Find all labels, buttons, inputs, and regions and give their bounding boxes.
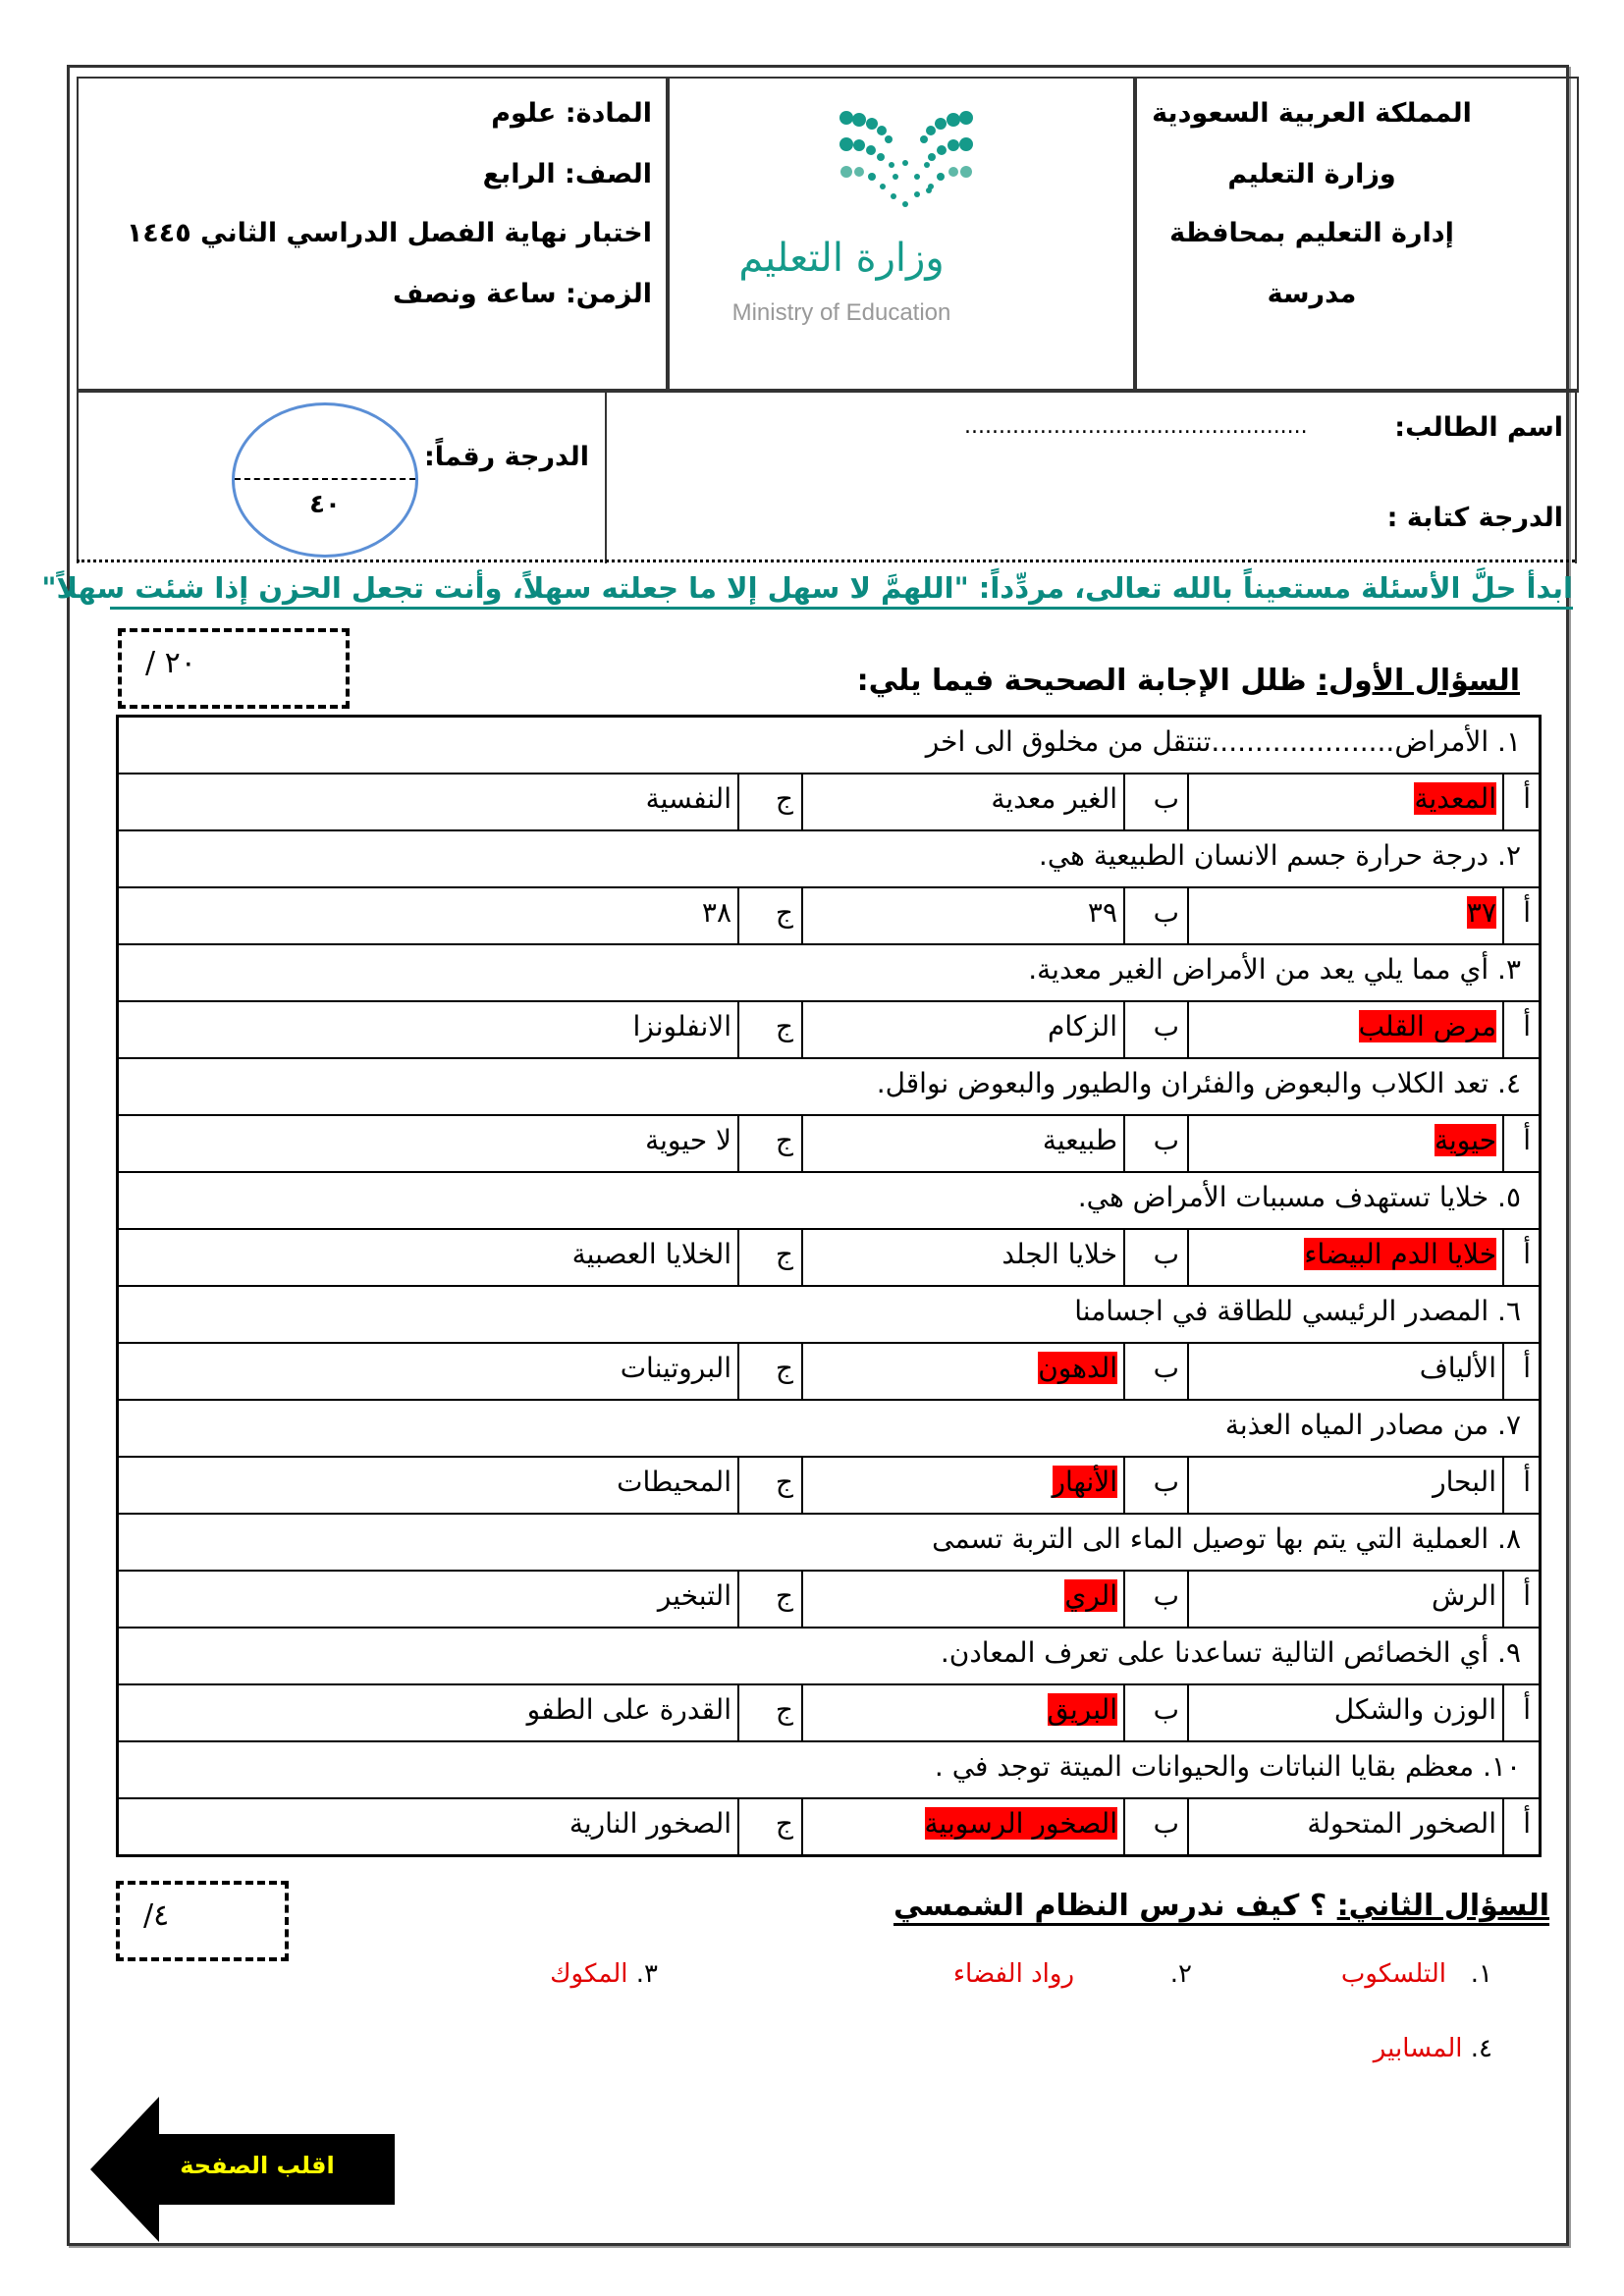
question-text: ٧. من مصادر المياه العذبة — [1224, 1409, 1521, 1441]
question-text: ٨. العملية التي يتم بها توصيل الماء الى التربة تسمى — [932, 1522, 1521, 1555]
logo-dots-icon — [699, 98, 1111, 216]
header-ministry: وزارة التعليم — [1227, 159, 1396, 189]
option-choice[interactable] — [122, 1458, 737, 1513]
q2-item-3: ٣. المكوك — [550, 1959, 658, 1989]
option-choice[interactable] — [1187, 774, 1502, 829]
option-choice[interactable] — [801, 1458, 1123, 1513]
option-choice[interactable] — [122, 1344, 737, 1399]
option-text: البروتينات — [620, 1352, 731, 1384]
option-letter: ج — [737, 1572, 801, 1627]
option-text: ٣٩ — [1087, 896, 1117, 929]
question-row — [119, 718, 1539, 774]
option-letter: أ — [1502, 1002, 1539, 1057]
option-choice[interactable] — [122, 1685, 737, 1740]
option-letter: ج — [737, 774, 801, 829]
opening-quote: ابدأ حلَّ الأسئلة مستعيناً بالله تعالى، مردِّداً: "اللهمَّ لا سهل إلا ما جعلته سهلاً، وأنت تجعل الحزن إذا شئت سهلاً" — [110, 571, 1573, 610]
options-row — [119, 1458, 1539, 1515]
option-choice[interactable] — [801, 1002, 1123, 1057]
selected-answer: البريق — [1047, 1693, 1117, 1726]
q1-score: ٢٠ / — [145, 646, 196, 680]
option-text: البحار — [1433, 1466, 1496, 1498]
question-row — [119, 1401, 1539, 1458]
selected-answer: الدهون — [1038, 1352, 1117, 1384]
option-choice[interactable] — [1187, 888, 1502, 943]
selected-answer: ٣٧ — [1466, 896, 1496, 929]
options-row — [119, 888, 1539, 945]
option-letter: أ — [1502, 888, 1539, 943]
q2-title-prefix: السؤال الثاني: — [1336, 1889, 1549, 1923]
question-row — [119, 1742, 1539, 1799]
option-letter: ج — [737, 888, 801, 943]
grade-words-label: الدرجة كتابة : — [1386, 503, 1563, 533]
option-choice[interactable] — [122, 1799, 737, 1854]
selected-answer: المعدية — [1414, 782, 1496, 815]
option-letter: أ — [1502, 1230, 1539, 1285]
option-text: لا حيوية — [645, 1124, 731, 1156]
option-letter: أ — [1502, 774, 1539, 829]
q2-title-rest: ؟ كيف ندرس النظام الشمسي — [893, 1889, 1337, 1923]
question-row — [119, 831, 1539, 888]
option-choice[interactable] — [801, 1230, 1123, 1285]
option-letter: ج — [737, 1799, 801, 1854]
q2-score-box — [116, 1881, 289, 1961]
option-text: الألياف — [1419, 1352, 1496, 1384]
q1-table — [116, 715, 1542, 1857]
option-choice[interactable] — [801, 1344, 1123, 1399]
option-choice[interactable] — [122, 774, 737, 829]
option-choice[interactable] — [1187, 1344, 1502, 1399]
flip-page-label: اقلب الصفحة — [180, 2152, 335, 2179]
option-letter: ب — [1123, 1799, 1187, 1854]
option-letter: ج — [737, 1458, 801, 1513]
option-text: الزكام — [1048, 1010, 1117, 1042]
question-text: ١٠. معظم بقايا النباتات والحيوانات الميتة توجد في . — [934, 1750, 1521, 1783]
options-row — [119, 1685, 1539, 1742]
options-row — [119, 1116, 1539, 1173]
option-text: الرش — [1432, 1579, 1496, 1612]
q1-title — [857, 664, 1520, 698]
option-letter: ب — [1123, 1002, 1187, 1057]
header-subject: المادة: علوم — [491, 98, 652, 129]
option-letter: ب — [1123, 1116, 1187, 1171]
student-name-label: اسم الطالب: — [1394, 412, 1563, 443]
option-choice[interactable] — [122, 1116, 737, 1171]
options-row — [119, 774, 1539, 831]
option-letter: ب — [1123, 1685, 1187, 1740]
option-text: القدرة على الطفو — [526, 1693, 731, 1726]
selected-answer: مرض القلب — [1358, 1010, 1496, 1042]
q2-score: ٤/ — [143, 1898, 170, 1933]
ministry-logo — [699, 98, 1111, 353]
grade-total: ٤٠ — [309, 490, 341, 519]
option-text: التبخير — [657, 1579, 731, 1612]
options-row — [119, 1002, 1539, 1059]
option-text: طبيعية — [1042, 1124, 1117, 1156]
option-choice[interactable] — [801, 1116, 1123, 1171]
option-choice[interactable] — [1187, 1116, 1502, 1171]
option-choice[interactable] — [1187, 1572, 1502, 1627]
option-letter: أ — [1502, 1458, 1539, 1513]
q2-title — [893, 1889, 1549, 1926]
option-choice[interactable] — [1187, 1002, 1502, 1057]
header-school: مدرسة — [1267, 279, 1357, 309]
question-text: ٣. أي مما يلي يعد من الأمراض الغير معدية. — [1028, 953, 1521, 986]
q2-item-2-answer: رواد الفضاء — [952, 1959, 1074, 1989]
divider — [77, 560, 1575, 562]
question-row — [119, 1059, 1539, 1116]
option-letter: أ — [1502, 1685, 1539, 1740]
q2-item-1: ١. التلسكوب — [1340, 1959, 1492, 1989]
option-text: الخلايا العصبية — [571, 1238, 731, 1270]
option-letter: ب — [1123, 888, 1187, 943]
header-exam: اختبار نهاية الفصل الدراسي الثاني ١٤٤٥ — [126, 218, 652, 248]
question-text: ٩. أي الخصائص التالية تساعدنا على تعرف المعادن. — [940, 1636, 1521, 1669]
q1-title-rest: ظلل الإجابة الصحيحة فيما يلي: — [856, 664, 1318, 698]
question-text: ٤. تعد الكلاب والبعوض والفئران والطيور والبعوض نواقل. — [876, 1067, 1521, 1099]
option-letter: أ — [1502, 1799, 1539, 1854]
question-text: ٦. المصدر الرئيسي للطاقة في اجسامنا — [1074, 1295, 1521, 1327]
question-row — [119, 1287, 1539, 1344]
header-directorate: إدارة التعليم بمحافظة — [1169, 218, 1454, 248]
option-text: النفسية — [645, 782, 731, 815]
header-time: الزمن: ساعة ونصف — [393, 279, 652, 309]
option-choice[interactable] — [801, 1572, 1123, 1627]
question-text: ٢. درجة حرارة جسم الانسان الطبيعية هي. — [1038, 839, 1521, 872]
option-choice[interactable] — [122, 1230, 737, 1285]
option-text: الصخور النارية — [568, 1807, 731, 1840]
option-letter: ب — [1123, 774, 1187, 829]
option-choice[interactable] — [1187, 1685, 1502, 1740]
q1-score-box — [118, 628, 350, 709]
flip-page-button[interactable] — [90, 2097, 395, 2242]
selected-answer: الأنهار — [1052, 1466, 1117, 1498]
option-letter: أ — [1502, 1116, 1539, 1171]
selected-answer: الصخور الرسوبية — [924, 1807, 1117, 1840]
option-choice[interactable] — [801, 774, 1123, 829]
option-text: الصخور المتحولة — [1307, 1807, 1496, 1840]
question-row — [119, 945, 1539, 1002]
q2-item-4: ٤. المسابير — [1373, 2034, 1492, 2063]
options-row — [119, 1344, 1539, 1401]
option-choice[interactable] — [1187, 1458, 1502, 1513]
grade-number-label: الدرجة رقماً: — [423, 442, 589, 472]
header-country: المملكة العربية السعودية — [1152, 98, 1472, 129]
option-text: الوزن والشكل — [1333, 1693, 1496, 1726]
option-letter: ب — [1123, 1572, 1187, 1627]
question-text: ١. الأمراض.....................تنتقل من مخلوق الى اخر — [925, 725, 1521, 758]
option-text: المحيطات — [617, 1466, 731, 1498]
option-text: الانفلونزا — [632, 1010, 731, 1042]
question-row — [119, 1173, 1539, 1230]
option-letter: أ — [1502, 1344, 1539, 1399]
option-choice[interactable] — [122, 888, 737, 943]
option-letter: ج — [737, 1002, 801, 1057]
header-grade: الصف: الرابع — [482, 159, 652, 189]
question-row — [119, 1629, 1539, 1685]
option-letter: ج — [737, 1344, 801, 1399]
selected-answer: الري — [1064, 1579, 1117, 1612]
student-name-field[interactable]: .................................................. — [964, 414, 1308, 439]
q2-item-2-num: ٢. — [1169, 1959, 1192, 1989]
q1-title-prefix: السؤال الأول: — [1317, 664, 1520, 698]
question-text: ٥. خلايا تستهدف مسببات الأمراض هي. — [1077, 1181, 1521, 1213]
logo-english: Ministry of Education — [731, 299, 951, 326]
option-choice[interactable] — [122, 1002, 737, 1057]
option-letter: أ — [1502, 1572, 1539, 1627]
option-choice[interactable] — [801, 888, 1123, 943]
option-choice[interactable] — [122, 1572, 737, 1627]
options-row — [119, 1799, 1539, 1854]
selected-answer: حيوية — [1434, 1124, 1496, 1156]
option-text: خلايا الجلد — [1001, 1238, 1117, 1270]
option-text: ٣٨ — [701, 896, 731, 929]
option-choice[interactable] — [801, 1685, 1123, 1740]
option-letter: ج — [737, 1230, 801, 1285]
option-choice[interactable] — [1187, 1799, 1502, 1854]
selected-answer: خلايا الدم البيضاء — [1304, 1238, 1496, 1270]
option-letter: ب — [1123, 1458, 1187, 1513]
question-row — [119, 1515, 1539, 1572]
option-letter: ب — [1123, 1230, 1187, 1285]
options-row — [119, 1572, 1539, 1629]
logo-arabic: وزارة التعليم — [738, 236, 945, 281]
option-text: الغير معدية — [991, 782, 1117, 815]
option-letter: ب — [1123, 1344, 1187, 1399]
option-choice[interactable] — [1187, 1230, 1502, 1285]
options-row — [119, 1230, 1539, 1287]
option-letter: ج — [737, 1685, 801, 1740]
option-letter: ج — [737, 1116, 801, 1171]
grade-circle — [232, 402, 418, 558]
option-choice[interactable] — [801, 1799, 1123, 1854]
